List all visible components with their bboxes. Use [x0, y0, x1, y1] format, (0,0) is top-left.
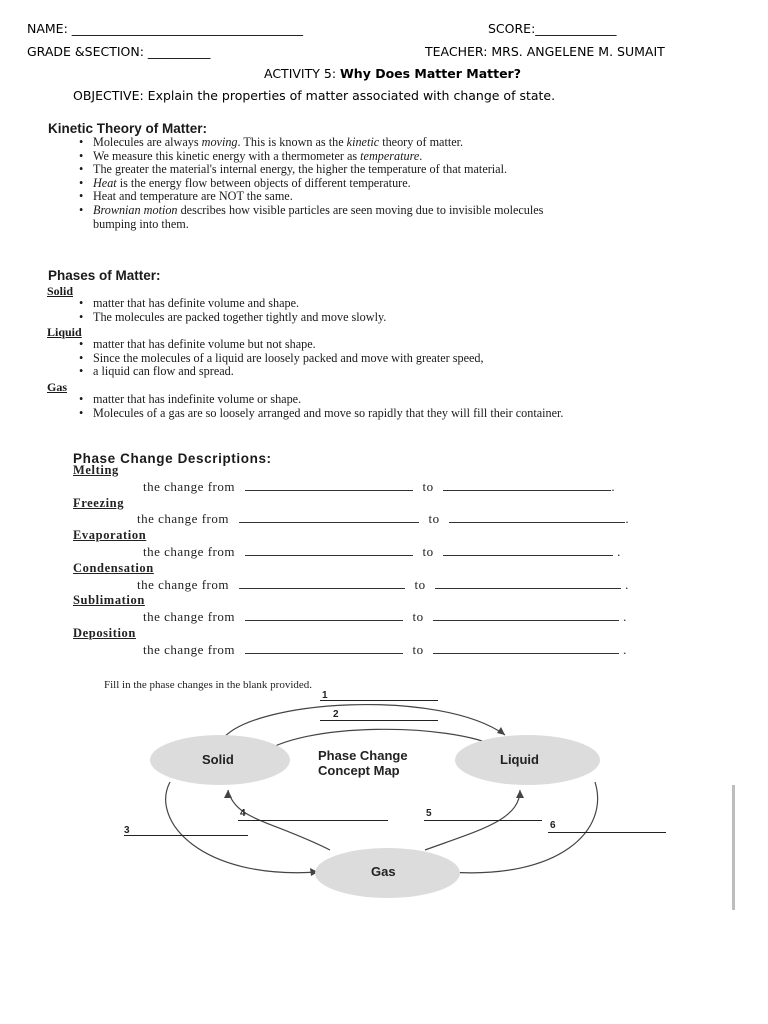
activity-prefix: ACTIVITY 5: [264, 66, 341, 81]
blank-number-6: 6 [550, 820, 556, 831]
liquid-node-label: Liquid [500, 752, 539, 767]
phase-change-title: Phase Change Descriptions: [73, 451, 272, 466]
blank-number-2: 2 [333, 709, 339, 720]
list-item: • Heat and temperature are NOT the same. [75, 190, 543, 204]
list-item: • a liquid can flow and spread. [75, 365, 484, 379]
answer-line-1[interactable] [320, 700, 438, 701]
objective-text: OBJECTIVE: Explain the properties of matter associated with change of state. [73, 88, 556, 103]
answer-line-5[interactable] [424, 820, 542, 821]
sublimation-row: the change from to . [143, 609, 627, 624]
answer-line-3[interactable] [124, 835, 248, 836]
evaporation-heading: Evaporation [73, 528, 147, 542]
deposition-row: the change from to . [143, 642, 627, 657]
blank-number-1: 1 [322, 690, 328, 701]
kinetic-theory-title: Kinetic Theory of Matter: [48, 121, 208, 136]
arrow-solid-to-gas [166, 782, 318, 873]
answer-line-6[interactable] [548, 832, 666, 833]
list-item: • We measure this kinetic energy with a thermometer as temperature. [75, 150, 543, 164]
solid-heading: Solid [47, 284, 74, 298]
liquid-heading: Liquid [47, 325, 82, 339]
condensation-row: the change from to . [137, 577, 629, 592]
evaporation-row: the change from to . [143, 544, 621, 559]
grade-section-field-label[interactable]: GRADE &SECTION: __________ [27, 44, 211, 59]
phases-title: Phases of Matter: [48, 268, 161, 283]
score-field-label[interactable]: SCORE:_____________ [488, 21, 617, 36]
list-item: • The greater the material's internal energy, the higher the temperature of that material. [75, 163, 543, 177]
list-item: • Heat is the energy flow between objects of different temperature. [75, 177, 543, 191]
blank-number-5: 5 [426, 808, 432, 819]
list-item: • Brownian motion describes how visible particles are seen moving due to invisible molecules [75, 204, 543, 218]
list-item: • The molecules are packed together tightly and move slowly. [75, 311, 386, 325]
list-item: • Since the molecules of a liquid are loosely packed and move with greater speed, [75, 352, 484, 366]
list-item: • matter that has indefinite volume or shape. [75, 393, 563, 407]
concept-map-title: Phase Change Concept Map [318, 748, 408, 778]
arrow-solid-to-liquid [222, 705, 505, 740]
name-field-label[interactable]: NAME: _____________________________________ [27, 21, 304, 36]
list-item: • matter that has definite volume and shape. [75, 297, 386, 311]
concept-map-instruction: Fill in the phase changes in the blank provided. [104, 679, 313, 691]
list-item: • matter that has definite volume but not shape. [75, 338, 484, 352]
answer-line-4[interactable] [238, 820, 388, 821]
answer-line-2[interactable] [320, 720, 438, 721]
freezing-row: the change from to . [137, 511, 630, 526]
melting-heading: Melting [73, 463, 119, 477]
list-item: • Molecules of a gas are so loosely arranged and move so rapidly that they will fill their container. [75, 407, 563, 421]
sublimation-heading: Sublimation [73, 593, 145, 607]
freezing-heading: Freezing [73, 496, 125, 510]
solid-node-label: Solid [202, 752, 234, 767]
teacher-label: TEACHER: MRS. ANGELENE M. SUMAIT [425, 44, 665, 59]
scan-edge-mark [732, 785, 735, 910]
activity-name: Why Does Matter Matter? [340, 66, 521, 81]
gas-heading: Gas [47, 380, 68, 394]
list-item: bumping into them. [93, 216, 189, 231]
gas-node-label: Gas [371, 864, 396, 879]
condensation-heading: Condensation [73, 561, 154, 575]
list-item: • Molecules are always moving. This is known as the kinetic theory of matter. [75, 136, 543, 150]
deposition-heading: Deposition [73, 626, 136, 640]
blank-number-3: 3 [124, 825, 130, 836]
blank-number-4: 4 [240, 808, 246, 819]
melting-row: the change from to . [143, 479, 616, 494]
